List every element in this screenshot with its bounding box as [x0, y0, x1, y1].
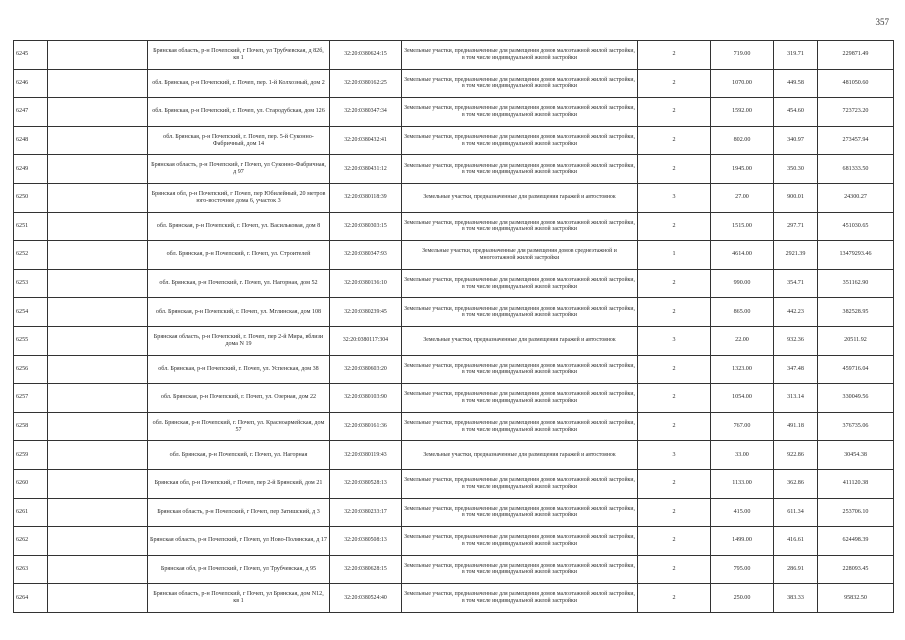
address-cell: Брянская обл, р-н Почепский, г Почеп, пер Юбилейный, 20 метров юго-восточнее дома 6, участок 3 [148, 183, 330, 212]
land-use-cell: Земельные участки, предназначенные для размещения домов малоэтажной жилой застройки, в том числе индивидуальной жилой застройки [402, 41, 638, 70]
address-cell: обл. Брянская, р-н Почепский, г. Почеп, ул. Нагорная, дом 52 [148, 269, 330, 298]
cadastral-number-cell: 32:20:0380431:12 [330, 155, 402, 184]
cadastral-value-cell: 273457.94 [818, 126, 894, 155]
cadastral-number-cell: 32:20:0380432:41 [330, 126, 402, 155]
area-cell: 1945.00 [711, 155, 774, 184]
table-row [14, 584, 894, 613]
address-cell: обл. Брянская, р-н Почепский, г. Почеп, ул. Мглинская, дом 108 [148, 298, 330, 327]
area-cell: 1054.00 [711, 384, 774, 413]
row-id-cell: 6258 [14, 412, 48, 441]
address-cell: Брянская обл, р-н Почепский, г Почеп, пер 2-й Брянский, дом 21 [148, 469, 330, 498]
address-cell: Брянская обл, р-н Почепский, г Почеп, ул Трубчевская, д 95 [148, 555, 330, 584]
empty-cell [48, 98, 148, 127]
land-use-cell: Земельные участки, предназначенные для размещения домов малоэтажной жилой застройки, в том числе индивидуальной жилой застройки [402, 469, 638, 498]
category-cell: 2 [638, 498, 711, 527]
specific-value-cell: 362.86 [774, 469, 818, 498]
specific-value-cell: 313.14 [774, 384, 818, 413]
row-id-cell: 6255 [14, 326, 48, 355]
empty-cell [48, 355, 148, 384]
empty-cell [48, 41, 148, 70]
specific-value-cell: 454.60 [774, 98, 818, 127]
specific-value-cell: 611.34 [774, 498, 818, 527]
address-cell: обл. Брянская, р-н Почепский, г. Почеп, ул. Успенская, дом 38 [148, 355, 330, 384]
category-cell: 2 [638, 527, 711, 556]
table-row [14, 498, 894, 527]
category-cell: 2 [638, 41, 711, 70]
land-use-cell: Земельные участки, предназначенные для размещения гаражей и автостоянок [402, 183, 638, 212]
row-id-cell: 6264 [14, 584, 48, 613]
table-row [14, 41, 894, 70]
empty-cell [48, 527, 148, 556]
category-cell: 1 [638, 241, 711, 270]
specific-value-cell: 347.48 [774, 355, 818, 384]
table-row [14, 183, 894, 212]
cadastral-number-cell: 32:20:0380161:36 [330, 412, 402, 441]
area-cell: 33.00 [711, 441, 774, 470]
table-row [14, 212, 894, 241]
cadastral-number-cell: 32:20:0380628:15 [330, 555, 402, 584]
cadastral-value-cell: 229871.49 [818, 41, 894, 70]
land-use-cell: Земельные участки, предназначенные для размещения домов малоэтажной жилой застройки, в том числе индивидуальной жилой застройки [402, 69, 638, 98]
category-cell: 2 [638, 155, 711, 184]
area-cell: 1323.00 [711, 355, 774, 384]
empty-cell [48, 469, 148, 498]
cadastral-number-cell: 32:20:0380347:93 [330, 241, 402, 270]
row-id-cell: 6246 [14, 69, 48, 98]
category-cell: 2 [638, 412, 711, 441]
cadastral-value-cell: 459716.04 [818, 355, 894, 384]
empty-cell [48, 183, 148, 212]
row-id-cell: 6251 [14, 212, 48, 241]
row-id-cell: 6257 [14, 384, 48, 413]
category-cell: 2 [638, 355, 711, 384]
cadastral-number-cell: 32:20:0380103:90 [330, 384, 402, 413]
cadastral-value-cell: 451030.65 [818, 212, 894, 241]
table-row [14, 469, 894, 498]
area-cell: 795.00 [711, 555, 774, 584]
cadastral-number-cell: 32:20:0380528:13 [330, 469, 402, 498]
empty-cell [48, 269, 148, 298]
empty-cell [48, 298, 148, 327]
empty-cell [48, 155, 148, 184]
row-id-cell: 6260 [14, 469, 48, 498]
cadastral-number-cell: 32:20:0380508:13 [330, 527, 402, 556]
cadastral-value-cell: 30454.38 [818, 441, 894, 470]
row-id-cell: 6245 [14, 41, 48, 70]
area-cell: 1070.00 [711, 69, 774, 98]
area-cell: 1592.00 [711, 98, 774, 127]
row-id-cell: 6263 [14, 555, 48, 584]
specific-value-cell: 354.71 [774, 269, 818, 298]
cadastral-number-cell: 32:20:0380239:45 [330, 298, 402, 327]
area-cell: 27.00 [711, 183, 774, 212]
address-cell: Брянская область, р-н Почепский, г Почеп, ул Суконно-Фабричная, д 97 [148, 155, 330, 184]
area-cell: 990.00 [711, 269, 774, 298]
cadastral-number-cell: 32:20:0380136:10 [330, 269, 402, 298]
land-use-cell: Земельные участки, предназначенные для размещения домов малоэтажной жилой застройки, в том числе индивидуальной жилой застройки [402, 269, 638, 298]
cadastral-value-cell: 228093.45 [818, 555, 894, 584]
table-row [14, 69, 894, 98]
address-cell: Брянская область, р-н Почепский, г Почеп, пер Затишский, д 3 [148, 498, 330, 527]
category-cell: 2 [638, 469, 711, 498]
cadastral-value-cell: 481050.60 [818, 69, 894, 98]
specific-value-cell: 416.61 [774, 527, 818, 556]
specific-value-cell: 319.71 [774, 41, 818, 70]
cadastral-value-table [13, 40, 894, 613]
category-cell: 2 [638, 126, 711, 155]
category-cell: 2 [638, 584, 711, 613]
address-cell: обл. Брянская, р-н Почепский, г. Почеп, ул. Строителей [148, 241, 330, 270]
cadastral-number-cell: 32:20:0380624:15 [330, 41, 402, 70]
empty-cell [48, 241, 148, 270]
area-cell: 1499.00 [711, 527, 774, 556]
specific-value-cell: 900.01 [774, 183, 818, 212]
specific-value-cell: 442.23 [774, 298, 818, 327]
row-id-cell: 6247 [14, 98, 48, 127]
row-id-cell: 6256 [14, 355, 48, 384]
land-use-cell: Земельные участки, предназначенные для размещения домов малоэтажной жилой застройки, в том числе индивидуальной жилой застройки [402, 384, 638, 413]
land-use-cell: Земельные участки, предназначенные для размещения гаражей и автостоянок [402, 441, 638, 470]
page-number: 357 [875, 17, 889, 27]
cadastral-value-cell: 253706.10 [818, 498, 894, 527]
table-row [14, 441, 894, 470]
category-cell: 2 [638, 69, 711, 98]
category-cell: 2 [638, 212, 711, 241]
table-row [14, 555, 894, 584]
specific-value-cell: 2921.39 [774, 241, 818, 270]
cadastral-number-cell: 32:20:0380117:304 [330, 326, 402, 355]
table-row [14, 269, 894, 298]
land-use-cell: Земельные участки, предназначенные для размещения домов малоэтажной жилой застройки, в том числе индивидуальной жилой застройки [402, 212, 638, 241]
specific-value-cell: 340.97 [774, 126, 818, 155]
cadastral-number-cell: 32:20:0380524:40 [330, 584, 402, 613]
table-row [14, 241, 894, 270]
land-use-cell: Земельные участки, предназначенные для размещения домов малоэтажной жилой застройки, в том числе индивидуальной жилой застройки [402, 498, 638, 527]
cadastral-value-cell: 382528.95 [818, 298, 894, 327]
empty-cell [48, 555, 148, 584]
cadastral-number-cell: 32:20:0380603:20 [330, 355, 402, 384]
empty-cell [48, 326, 148, 355]
specific-value-cell: 932.36 [774, 326, 818, 355]
table-body [14, 41, 894, 613]
specific-value-cell: 286.91 [774, 555, 818, 584]
table-row [14, 326, 894, 355]
address-cell: обл. Брянская, р-н Почепский, г. Почеп, ул. Нагорная [148, 441, 330, 470]
land-use-cell: Земельные участки, предназначенные для размещения домов малоэтажной жилой застройки, в том числе индивидуальной жилой застройки [402, 584, 638, 613]
land-use-cell: Земельные участки, предназначенные для размещения домов малоэтажной жилой застройки, в том числе индивидуальной жилой застройки [402, 412, 638, 441]
cadastral-number-cell: 32:20:0380233:17 [330, 498, 402, 527]
specific-value-cell: 449.58 [774, 69, 818, 98]
area-cell: 865.00 [711, 298, 774, 327]
category-cell: 2 [638, 384, 711, 413]
area-cell: 1133.00 [711, 469, 774, 498]
address-cell: Брянская область, р-н Почепский, г. Почеп, пер 2-й Мира, вблизи дома N 19 [148, 326, 330, 355]
empty-cell [48, 212, 148, 241]
table-row [14, 98, 894, 127]
row-id-cell: 6254 [14, 298, 48, 327]
cadastral-value-cell: 681333.50 [818, 155, 894, 184]
table-row [14, 384, 894, 413]
row-id-cell: 6248 [14, 126, 48, 155]
specific-value-cell: 491.18 [774, 412, 818, 441]
cadastral-value-cell: 351162.90 [818, 269, 894, 298]
row-id-cell: 6262 [14, 527, 48, 556]
cadastral-value-cell: 13479293.46 [818, 241, 894, 270]
empty-cell [48, 126, 148, 155]
area-cell: 4614.00 [711, 241, 774, 270]
address-cell: обл. Брянская, р-н Почепский, г. Почеп, ул. Стародубская, дом 126 [148, 98, 330, 127]
area-cell: 250.00 [711, 584, 774, 613]
land-use-cell: Земельные участки, предназначенные для размещения домов малоэтажной жилой застройки, в том числе индивидуальной жилой застройки [402, 126, 638, 155]
address-cell: обл. Брянская, р-н Почепский, г. Почеп, пер. 1-й Колхозный, дом 2 [148, 69, 330, 98]
table-row [14, 126, 894, 155]
empty-cell [48, 412, 148, 441]
category-cell: 2 [638, 298, 711, 327]
specific-value-cell: 383.33 [774, 584, 818, 613]
area-cell: 1515.00 [711, 212, 774, 241]
cadastral-value-cell: 24300.27 [818, 183, 894, 212]
cadastral-number-cell: 32:20:0380118:39 [330, 183, 402, 212]
area-cell: 415.00 [711, 498, 774, 527]
cadastral-value-cell: 95832.50 [818, 584, 894, 613]
area-cell: 802.00 [711, 126, 774, 155]
category-cell: 2 [638, 269, 711, 298]
cadastral-value-cell: 376735.06 [818, 412, 894, 441]
category-cell: 3 [638, 441, 711, 470]
row-id-cell: 6252 [14, 241, 48, 270]
land-use-cell: Земельные участки, предназначенные для размещения домов малоэтажной жилой застройки, в том числе индивидуальной жилой застройки [402, 527, 638, 556]
specific-value-cell: 350.30 [774, 155, 818, 184]
cadastral-number-cell: 32:20:0380162:25 [330, 69, 402, 98]
land-use-cell: Земельные участки, предназначенные для размещения домов малоэтажной жилой застройки, в том числе индивидуальной жилой застройки [402, 98, 638, 127]
category-cell: 2 [638, 555, 711, 584]
cadastral-number-cell: 32:20:0380347:34 [330, 98, 402, 127]
empty-cell [48, 584, 148, 613]
address-cell: Брянская область, р-н Почепский, г Почеп, ул Брянская, дом N12, кв 1 [148, 584, 330, 613]
cadastral-number-cell: 32:20:0380119:43 [330, 441, 402, 470]
category-cell: 3 [638, 183, 711, 212]
empty-cell [48, 441, 148, 470]
address-cell: обл. Брянская, р-н Почепский, г. Почеп, пер. 5-й Суконно-Фабричный, дом 14 [148, 126, 330, 155]
land-use-cell: Земельные участки, предназначенные для размещения домов малоэтажной жилой застройки, в том числе индивидуальной жилой застройки [402, 155, 638, 184]
category-cell: 3 [638, 326, 711, 355]
address-cell: Брянская область, р-н Почепский, г Почеп, ул Ново-Полянская, д 17 [148, 527, 330, 556]
table-row [14, 298, 894, 327]
table-row [14, 155, 894, 184]
specific-value-cell: 297.71 [774, 212, 818, 241]
land-use-cell: Земельные участки, предназначенные для размещения домов малоэтажной жилой застройки, в том числе индивидуальной жилой застройки [402, 298, 638, 327]
land-use-cell: Земельные участки, предназначенные для размещения домов среднеэтажной и многоэтажной жилой застройки [402, 241, 638, 270]
address-cell: обл. Брянская, р-н Почепский, г. Почеп, ул. Озерная, дом 22 [148, 384, 330, 413]
empty-cell [48, 498, 148, 527]
address-cell: обл. Брянская, р-н Почепский, г. Почеп, ул. Васильковая, дом 8 [148, 212, 330, 241]
land-use-cell: Земельные участки, предназначенные для размещения домов малоэтажной жилой застройки, в том числе индивидуальной жилой застройки [402, 355, 638, 384]
cadastral-value-cell: 411120.38 [818, 469, 894, 498]
land-use-cell: Земельные участки, предназначенные для размещения гаражей и автостоянок [402, 326, 638, 355]
address-cell: Брянская область, р-н Почепский, г Почеп, ул Трубчевская, д 82б, кв 1 [148, 41, 330, 70]
row-id-cell: 6261 [14, 498, 48, 527]
row-id-cell: 6249 [14, 155, 48, 184]
address-cell: обл. Брянская, р-н Почепский, г. Почеп, ул. Красноармейская, дом 57 [148, 412, 330, 441]
specific-value-cell: 922.86 [774, 441, 818, 470]
land-use-cell: Земельные участки, предназначенные для размещения домов малоэтажной жилой застройки, в том числе индивидуальной жилой застройки [402, 555, 638, 584]
cadastral-value-cell: 624498.39 [818, 527, 894, 556]
area-cell: 719.00 [711, 41, 774, 70]
row-id-cell: 6250 [14, 183, 48, 212]
row-id-cell: 6259 [14, 441, 48, 470]
empty-cell [48, 384, 148, 413]
empty-cell [48, 69, 148, 98]
table-row [14, 527, 894, 556]
cadastral-number-cell: 32:20:0380303:15 [330, 212, 402, 241]
cadastral-value-cell: 723723.20 [818, 98, 894, 127]
area-cell: 22.00 [711, 326, 774, 355]
cadastral-value-cell: 20511.92 [818, 326, 894, 355]
cadastral-value-cell: 330049.56 [818, 384, 894, 413]
row-id-cell: 6253 [14, 269, 48, 298]
category-cell: 2 [638, 98, 711, 127]
table-row [14, 412, 894, 441]
table-row [14, 355, 894, 384]
area-cell: 767.00 [711, 412, 774, 441]
